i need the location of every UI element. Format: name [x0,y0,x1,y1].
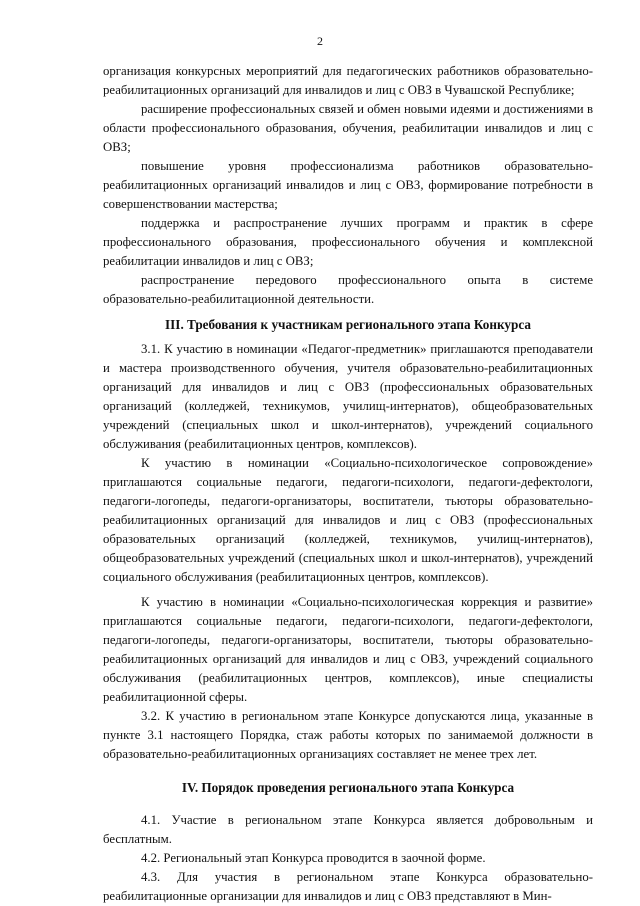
paragraph-4-1: 4.1. Участие в региональном этапе Конкурса является добровольным и бесплатным. [103,813,593,846]
goal-item: расширение профессиональных связей и обмен новыми идеями и достижениями в области профессионального образования, обучения, реабилитации инвалидов и лиц с ОВЗ; [103,102,593,154]
section-heading-procedure: IV. Порядок проведения регионального этапа Конкурса [181,780,515,795]
goal-item: организация конкурсных мероприятий для педагогических работников образовательно-реабилитационных организаций для инвалидов и лиц с ОВЗ в Чувашской Республике; [103,64,593,97]
paragraph-social-psych-correction: К участию в номинации «Социально-психологическая коррекция и развитие» приглашаются социальные педагоги, педагоги-психологи, педагоги-дефектологи, педагоги-логопеды, педагоги-организаторы, воспитатели, тьюторы образовательно-реабилитационных организаций для инвалидов и лиц с ОВЗ, учреждений социального обслуживания (реабилитационных центров, комплексов), иные специалисты реабилитационной сферы. [103,595,593,704]
paragraph-social-psych-support: К участию в номинации «Социально-психологическое сопровождение» приглашаются социальные педагоги, педагоги-психологи, педагоги-дефектологи, педагоги-логопеды, педагоги-организаторы, воспитатели, тьюторы образовательно-реабилитационных организаций для инвалидов и лиц с ОВЗ (профессиональных образовательных организаций (колледжей, техникумов, училищ-интернатов), общеобразовательных учреждений (специальных школ и школ-интернатов), учреждений социального обслуживания (реабилитационных центров, комплексов). [103,456,593,584]
paragraph-4-3: 4.3. Для участия в региональном этапе Конкурса образовательно-реабилитационные организации для инвалидов и лиц с ОВЗ представляют в Мин- [103,870,593,903]
document-body [103,62,593,906]
section-heading-requirements: III. Требования к участникам регионального этапа Конкурса [165,317,531,332]
goal-item: повышение уровня профессионализма работников образовательно-реабилитационных организаций инвалидов и лиц с ОВЗ, формирование потребности в совершенствовании мастерства; [103,159,593,211]
paragraph-4-2: 4.2. Региональный этап Конкурса проводится в заочной форме. [141,851,486,865]
spacer [103,797,593,811]
paragraph-3-1: 3.1. К участию в номинации «Педагог-предметник» приглашаются преподаватели и мастера производственного обучения, учителя образовательно-реабилитационных организаций для инвалидов и лиц с ОВЗ (профессиональных образовательных организаций (колледжей, техникумов, училищ-интернатов), общеобразовательных учреждений (специальных школ и школ-интернатов), учреждений социального обслуживания (реабилитационных центров, комплексов). [103,342,593,451]
goal-item: распространение передового профессионального опыта в системе образовательно-реабилитационной деятельности. [103,273,593,306]
paragraph-3-2: 3.2. К участию в региональном этапе Конкурсе допускаются лица, указанные в пункте 3.1 настоящего Порядка, стаж работы которых по занимаемой должности в образовательно-реабилитационных организациях составляет не менее трех лет. [103,709,593,761]
page-number: 2 [317,34,323,48]
spacer [103,764,593,778]
goal-item: поддержка и распространение лучших программ и практик в сфере профессионального образования, профессионального обучения и комплексной реабилитации инвалидов и лиц с ОВЗ; [103,216,593,268]
